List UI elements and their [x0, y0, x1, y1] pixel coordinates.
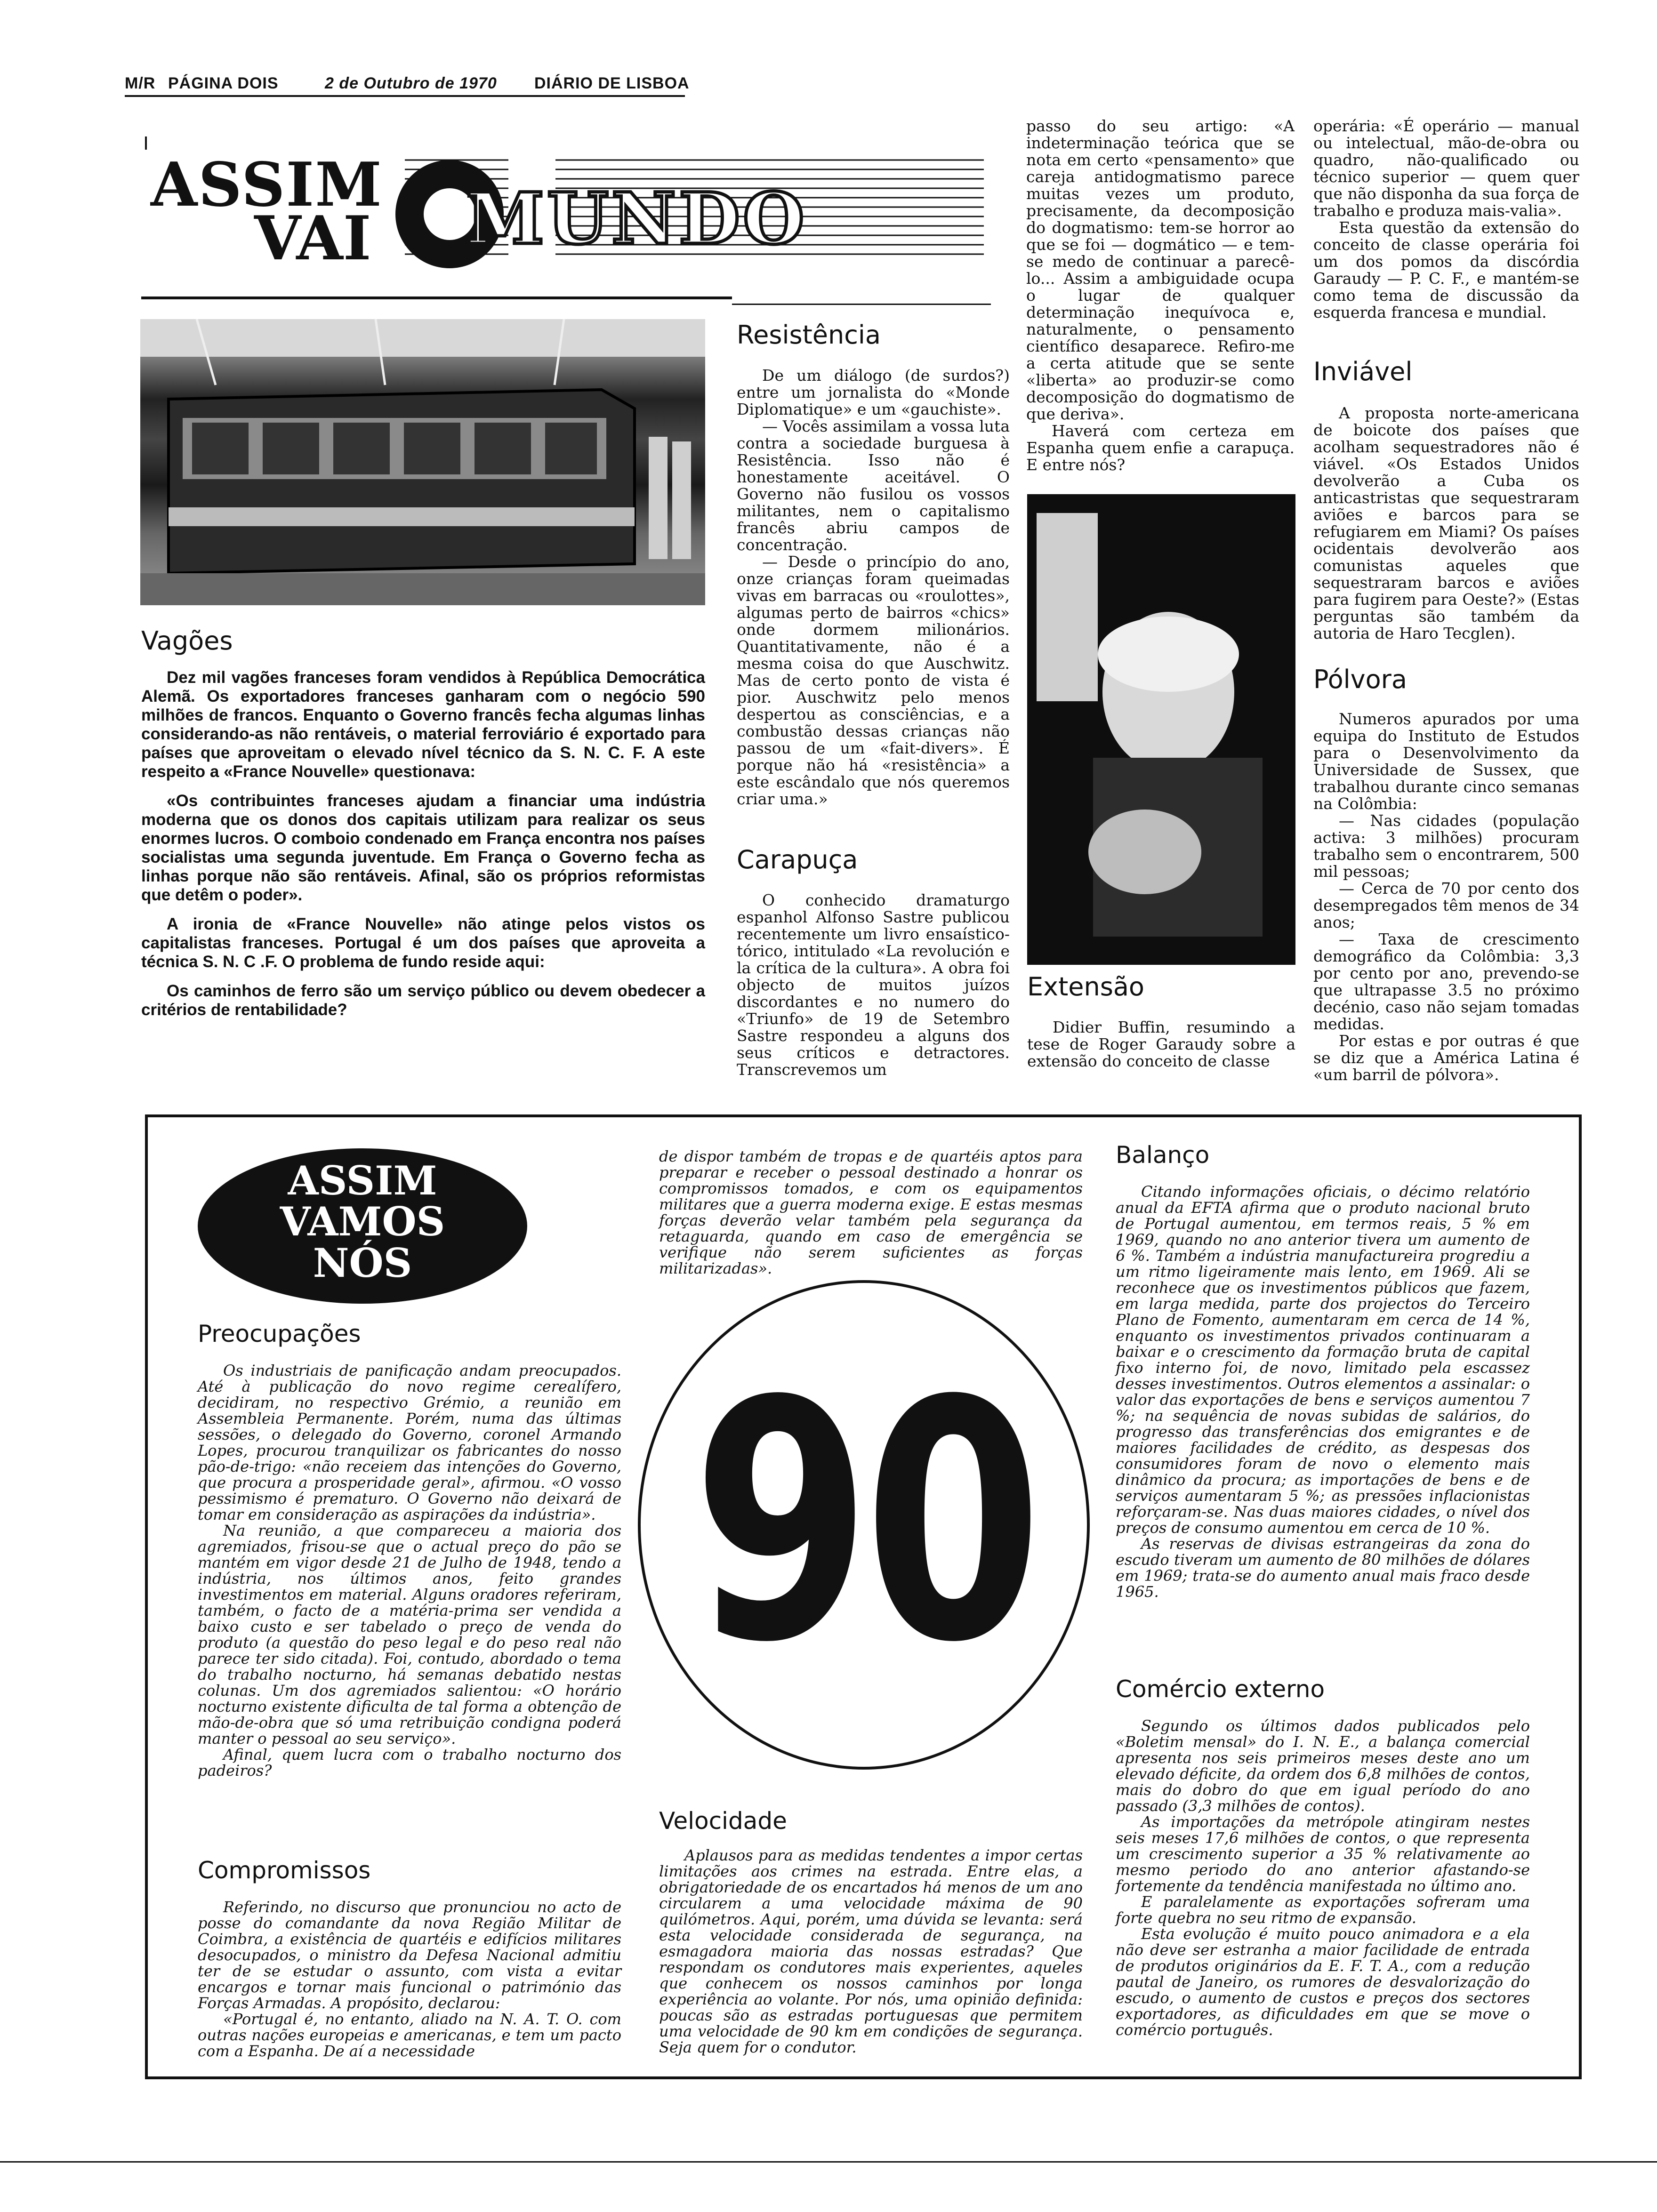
preocupacoes-p1: Os industriais de panificação andam preocupados. Até à publicação do novo regime cerealífero, decidiram, no respectivo Grémio, a reunião em Assembleia Permanente. Porém, numa das últimas sessões, o delegado do Governo, coronel Armando Lopes, procurou tranquilizar os fabricantes do nosso pão-de-trigo: «não receiem das intenções do Governo, que procura a prosperidade geral», afirmou. «O vosso pessimismo é prematuro. O Governo não deixará de tomar em consideração as aspirações da indústria». [198, 1362, 621, 1523]
preocupacoes-p3: Afinal, quem lucra com o trabalho nocturno dos padeiros? [198, 1746, 621, 1779]
resistencia-body [737, 367, 1010, 808]
balanco-p2: As reservas de divisas estrangeiras da zona do escudo tiveram um aumento de 80 milhões de dólares em 1969; trata-se do aumento anual mais fraco desde 1965. [1116, 1535, 1530, 1601]
masthead-rule-left [141, 297, 732, 299]
masthead-top [141, 146, 989, 278]
polvora-p1: Numeros apurados por uma equipa do Instituto de Estudos para o Desenvolvimento da Universidade de Sussex, que trabalhou durante cinco semanas na Colômbia: [1313, 710, 1579, 813]
masthead-bottom-line2: VAMOS [280, 1198, 445, 1245]
carapuca-body [737, 892, 1010, 1078]
vagoes-p2: «Os contribuintes franceses ajudam a financiar uma indústria moderna que os donos dos capitais utilizam para realizar os seus enormes lucros. O comboio condenado em França encontra nos países socialistas uma segunda juventude. Em França o Governo fecha as linhas porque não são rentáveis. Afinal, são os próprios reformistas que detêm o poder». [141, 792, 705, 904]
carapuca-cont-p2: Haverá com certeza em Espanha quem enfie a carapuça. E entre nós? [1026, 422, 1295, 474]
compromissos-continued [659, 1148, 1083, 1276]
compromissos-cont-p1: de dispor também de tropas e de quartéis aptos para preparar e receber o pessoal destinado a honrar os compromissos tomados, e com os equipamentos militares que a guerra moderna exige. E estas mesmas forças deverão velar também pela segurança da retaguarda, quando em caso de emergência se verifique não serem suficientes as forças militarizadas». [659, 1147, 1083, 1277]
velocidade-body [659, 1847, 1083, 2055]
speed-limit-sign [638, 1280, 1090, 1770]
masthead-bottom-line1: ASSIM [288, 1157, 437, 1204]
resistencia-p2: — Vocês assimilam a vossa luta contra a sociedade burguesa à Resistência. Isso não é honestamente aceitável. O Governo não fusilou os vossos militantes, nem o capitalismo francês abriu campos de concentração. [737, 417, 1010, 554]
carapuca-cont-p1: passo do seu artigo: «A indeterminação teórica que se nota em certo «pensamento» que careja antidogmatismo parece muitas vezes um produto, precisamente, da decomposição do dogmatismo: tem-se horror ao que se foi — dogmático — e tem-se medo de continuar a parecê-lo... Assim a ambiguidade ocupa o lugar de qualquer determinação inequívoca e, naturalmente, o pensamento científico desaparece. Refiro-me a certa atitude que se sente «liberta» ao produzir-se como decomposição do dogmatismo de que deriva». [1026, 117, 1295, 423]
balanco-p1: Citando informações oficiais, o décimo relatório anual da EFTA afirma que o produto nacional bruto de Portugal aumentou, em termos reais, 5 % em 1969, quando no ano anterior tivera um aumento de 6 %. Também a indústria manufactureira progrediu a um ritmo ligeiramente mais lento, em 1969. Ali se reconhece que os investimentos públicos que fazem, em larga medida, parte dos projectos do Terceiro Plano de Fomento, aumentaram em cerca de 14 %, enquanto os investimentos privados continuaram a baixar e o crescimento da formação bruta de capital fixo interno foi, de novo, limitado pela escassez desses investimentos. Outros elementos a assinalar: o valor das exportações de bens e serviços aumentou 7 %; na sequência de novas subidas de salários, do progresso das transferências dos emigrantes e de maiores facilidades de crédito, as despesas dos consumidores foram de novo o elemento mais dinâmico da procura; as importações de bens e de serviços aumentaram 5 %; as pressões inflacionistas reforçaram-se. Nas duas maiores cidades, o nível dos preços de consumo aumentou em cerca de 10 %. [1116, 1183, 1530, 1537]
comercio-p4: Esta evolução é muito pouco animadora e a ela não deve ser estranha a maior facilidade de entrada de produtos originários da E. F. T. A., com a redução pautal de Janeiro, os rumores de desvalorização do escudo, o aumento de custos e preços dos sectores exportadores, as dificuldades em que se move o comércio português. [1116, 1925, 1530, 2039]
masthead-top-line1: ASSIM [151, 150, 383, 220]
compromissos-p1: Referindo, no discurso que pronunciou no acto de posse do comandante da nova Região Militar de Coimbra, a existência de quartéis e edifícios militares desocupados, o ministro da Defesa Nacional admitiu ter de se estudar o assunto, com vista a evitar encargos e tornar mais funcional o património das Forças Armadas. A propósito, declarou: [198, 1898, 621, 2012]
header-date: 2 de Outubro de 1970 [325, 74, 497, 92]
vagoes-body [141, 668, 705, 1019]
extensao-p1: Didier Buffin, resumindo a tese de Roger Garaudy sobre a extensão do conceito de classe [1027, 1018, 1295, 1070]
header-code: M/R [125, 74, 156, 92]
vagoes-heading: Vagões [141, 626, 233, 656]
balanco-heading: Balanço [1116, 1141, 1210, 1169]
masthead-bottom-line3: NÓS [313, 1240, 412, 1286]
carapuca-continued [1026, 118, 1295, 473]
vagoes-p4: Os caminhos de ferro são um serviço público ou devem obedecer a critérios de rentabilidade? [141, 982, 705, 1019]
polvora-p3: — Cerca de 70 por cento dos desempregados têm menos de 34 anos; [1313, 879, 1579, 931]
compromissos-body [198, 1899, 621, 2059]
carapuca-heading: Carapuça [737, 845, 858, 874]
compromissos-p2: «Portugal é, no entanto, aliado na N. A. T. O. com outras nações europeias e americanas, e tem um pacto com a Espanha. De aí a necessidade [198, 2010, 621, 2060]
polvora-heading: Pólvora [1313, 665, 1407, 694]
resistencia-heading: Resistência [737, 320, 881, 350]
inviavel-p1: A proposta norte-americana de boicote dos países que acolham sequestradores não é viável. «Os Estados Unidos devolverão a Cuba os anticastristas que sequestraram aviões e barcos para se refugiarem em Miami? Os países ocidentais devolverão aos comunistas aqueles que sequestraram barcos e aviões para fugirem para Oeste?» (Estas perguntas são também da autoria de Haro Tecglen). [1313, 404, 1579, 642]
extensao-heading: Extensão [1027, 972, 1144, 1002]
masthead-top-line2: VAI [254, 203, 371, 274]
velocidade-p1: Aplausos para as medidas tendentes a impor certas limitações aos crimes na estrada. Entre elas, a obrigatoriedade de os encartados há menos de um ano circularem a uma velocidade máxima de 90 quilómetros. Aqui, porém, uma dúvida se levanta: será esta velocidade considerada de segurança, na esmagadora maioria das nossas estradas? Que respondam os condutores mais experientes, aqueles que conhecem os nossos caminhos por longa experiência ao volante. Por nós, uma opinião definida: poucas são as estradas portuguesas que permitem uma velocidade de 90 km em condições de segurança. Seja quem for o condutor. [659, 1846, 1083, 2056]
extensao-cont-p2: Esta questão da extensão do conceito de classe operária foi um dos pomos da discórdia Garaudy — P. C. F., e mantém-se como tema de discussão da esquerda francesa e mundial. [1313, 218, 1579, 321]
polvora-p4: — Taxa de crescimento demográfico da Colômbia: 3,3 por cento por ano, prevendo-se que ultrapasse 3.5 no próximo decénio, caso não sejam tomadas medidas. [1313, 930, 1579, 1033]
bottom-page-rule [0, 2161, 1657, 2163]
compromissos-heading: Compromissos [198, 1857, 371, 1884]
header-paper-name: DIÁRIO DE LISBOA [534, 74, 690, 92]
polvora-p5: Por estas e por outras é que se diz que a América Latina é «um barril de pólvora». [1313, 1032, 1579, 1084]
polvora-body [1313, 711, 1579, 1083]
preocupacoes-heading: Preocupações [198, 1320, 361, 1347]
preocupacoes-body [198, 1362, 621, 1779]
comercio-p1: Segundo os últimos dados publicados pelo «Boletim mensal» do I. N. E., a balança comercial apresenta nos seis primeiros meses deste ano um elevado déficite, da ordem dos 6,8 milhões de contos, mais do dobro do que em igual período do ano passado (3,3 milhões de contos). [1116, 1717, 1530, 1815]
comercio-body [1116, 1718, 1530, 2038]
train-photo-art [140, 319, 705, 605]
polvora-p2: — Nas cidades (população activa: 3 milhões) procuram trabalho sem o encontrarem, 500 mil pessoas; [1313, 811, 1579, 881]
portrait-photo-art [1027, 494, 1295, 965]
masthead-bottom-badge [198, 1148, 527, 1304]
inviavel-body [1313, 405, 1579, 642]
inviavel-heading: Inviável [1313, 357, 1413, 386]
carapuca-p1: O conhecido dramaturgo espanhol Alfonso Sastre publicou recentemente um livro ensaístico-tórico, intitulado «La revolución e la crítica de la cultura». A obra foi objecto de muitos juízos discordantes e no numero do «Triunfo» de 19 de Setembro Sastre respondeu a alguns dos seus críticos e detractores. Transcrevemos um [737, 891, 1010, 1079]
extensao-body [1027, 1019, 1295, 1070]
header-page: PÁGINA DOIS [168, 74, 279, 92]
preocupacoes-p2: Na reunião, a que compareceu a maioria dos agremiados, frisou-se que o actual preço do pão se mantém em vigor desde 21 de Julho de 1948, tendo a indústria, nos últimos anos, feito grandes investimentos em material. Alguns oradores referiram, também, o facto de a matéria-prima ser vendida a baixo custo e ser tabelado o preço de venda do produto (a questão do peso legal e do peso real não parece ter sido citada). Foi, contudo, abordado o tema do trabalho nocturno, há semanas debatido nestas colunas. Um dos agremiados salientou: «O horário nocturno existente dificulta de tal forma a obtenção de mão-de-obra que só uma retribuição condigna poderá manter o pessoal ao seu serviço». [198, 1522, 621, 1747]
train-photo [140, 319, 705, 605]
vagoes-p3: A ironia de «France Nouvelle» não atinge pelos vistos os capitalistas franceses. Portugal é um dos países que aproveita a técnica S. N. C .F. O problema de fundo reside aqui: [141, 915, 705, 971]
comercio-heading: Comércio externo [1116, 1675, 1325, 1703]
comercio-p3: E paralelamente as exportações sofreram uma forte quebra no seu ritmo de expansão. [1116, 1893, 1530, 1927]
portrait-photo [1027, 494, 1295, 965]
extensao-cont-p1: operária: «É operário — manual ou intelectual, mão-de-obra ou quadro, não-qualificado ou técnico superior — quem quer que não disponha da sua força de trabalho e produza mais-valia». [1313, 117, 1579, 220]
page-header [125, 74, 690, 93]
extensao-continued [1313, 118, 1579, 321]
speed-limit-number: 90 [692, 1331, 1036, 1715]
vagoes-p1: Dez mil vagões franceses foram vendidos à República Democrática Alemã. Os exportadores franceses ganharam com o negócio 590 milhões de francos. Enquanto o Governo francês fecha algumas linhas considerando-as não rentáveis, o material ferroviário é exportado para países que aproveitam o elevado nível técnico da S. N. C. F. A este respeito a «France Nouvelle» questionava: [141, 668, 705, 781]
masthead-rule-right [732, 304, 991, 305]
velocidade-heading: Velocidade [659, 1807, 787, 1835]
masthead-top-word: MUNDO [466, 177, 807, 260]
balanco-body [1116, 1184, 1530, 1600]
comercio-p2: As importações da metrópole atingiram nestes seis meses 17,6 milhões de contos, o que representa um crescimento superior a 35 % relativamente ao mesmo periodo do ano anterior afastando-se fortemente da tendência manifestada no último ano. [1116, 1813, 1530, 1895]
resistencia-p1: De um diálogo (de surdos?) entre um jornalista do «Monde Diplomatique» e um «gauchiste». [737, 366, 1010, 418]
resistencia-p3: — Desde o princípio do ano, onze crianças foram queimadas vivas em barracas ou «roulottes», algumas perto de bairros «chics» onde dormem milionários. Quantitativamente, não é a mesma coisa do que Auschwitz. Mas de certo ponto de vista é pior. Auschwitz pelo menos despertou as consciências, e a combustão dessas crianças não passou de um «fait-divers». É porque não há «resistência» a este escândalo que nós queremos criar uma.» [737, 553, 1010, 808]
header-rule [125, 95, 685, 97]
